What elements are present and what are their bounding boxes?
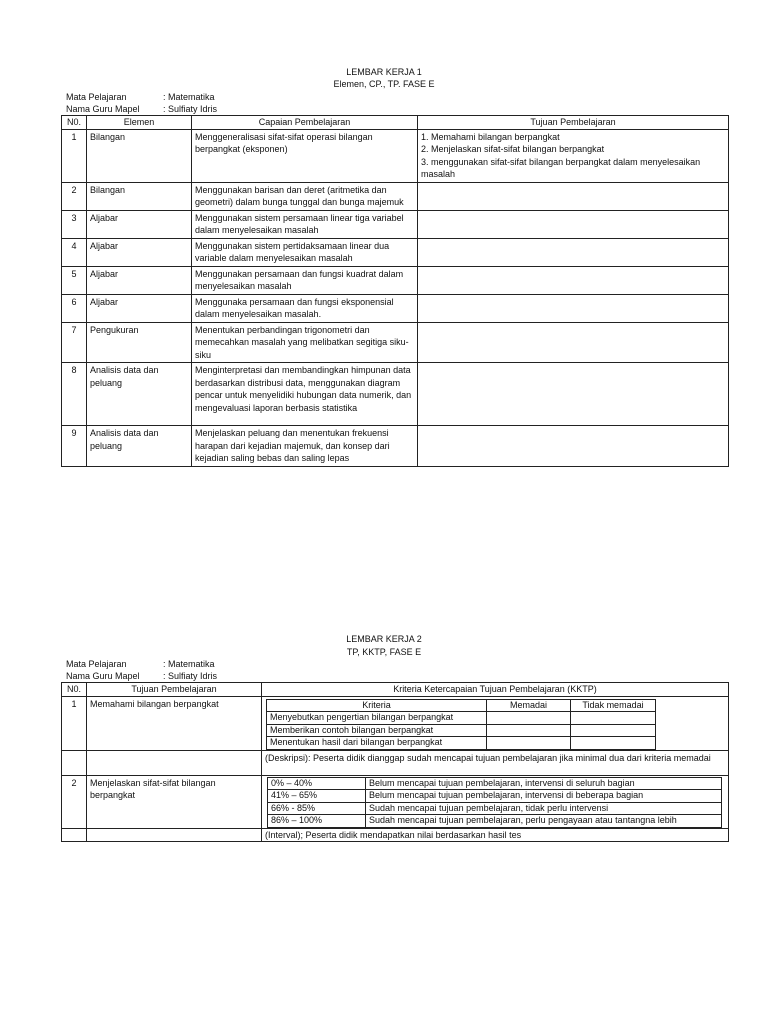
row-tp [418, 210, 729, 238]
row-cp: Menginterpretasi dan membandingkan himpunan data berdasarkan distribusi data, menggunakan diagram pencar untuk menyelidiki hubungan data numerik, dan mengevaluasi laporan berbasis statistika [192, 363, 418, 426]
row-elemen: Analisis data dan peluang [87, 426, 192, 467]
interval-desc: Belum mencapai tujuan pembelajaran, intervensi di seluruh bagian [366, 777, 722, 790]
row-cp: Menggunakan barisan dan deret (aritmetika dan geometri) dalam bunga tunggal dan bunga majemuk [192, 182, 418, 210]
row-cp: Menggunaka persamaan dan fungsi eksponensial dalam menyelesaikan masalah. [192, 294, 418, 322]
sheet1-title: LEMBAR KERJA 1 [346, 67, 422, 77]
sheet2-header-row [62, 683, 729, 697]
row-elemen: Analisis data dan peluang [87, 363, 192, 426]
interval-range: 86% – 100% [268, 815, 366, 828]
tidak-memadai-check[interactable] [571, 724, 656, 737]
row-tp [418, 182, 729, 210]
interval-desc: Sudah mencapai tujuan pembelajaran, tidak perlu intervensi [366, 802, 722, 815]
row-elemen: Aljabar [87, 238, 192, 266]
interval-desc: Sudah mencapai tujuan pembelajaran, perlu pengayaan atau tantangna lebih [366, 815, 722, 828]
row-no: 2 [62, 775, 87, 828]
interval-row [268, 790, 722, 803]
tp-item: 3. menggunakan sifat-sifat bilangan berpangkat dalam menyelesaikan masalah [421, 156, 701, 179]
row-elemen: Bilangan [87, 129, 192, 182]
row-cp: Menjelaskan peluang dan menentukan frekuensi harapan dari kejadian majemuk, dan konsep dari kejadian saling bebas dan saling lepas [192, 426, 418, 467]
table-row [62, 322, 729, 363]
guru-value: : Sulfiaty Idris [163, 671, 218, 681]
row-elemen: Aljabar [87, 266, 192, 294]
row-no: 3 [62, 210, 87, 238]
sheet2-subtitle: TP, KKTP, FASE E [346, 647, 422, 657]
memadai-check[interactable] [487, 724, 571, 737]
row-no: 8 [62, 363, 87, 426]
header-cp: Capaian Pembelajaran [192, 116, 418, 130]
mapel-label: Mata Pelajaran [66, 659, 127, 669]
interval-desc: Belum mencapai tujuan pembelajaran, intervensi di beberapa bagian [366, 790, 722, 803]
table-row [62, 426, 729, 467]
criteria-row [267, 712, 656, 725]
row-tp: Memahami bilangan berpangkat [87, 696, 262, 750]
sheet1-subtitle: Elemen, CP., TP. FASE E [333, 79, 435, 89]
table-row [62, 129, 729, 182]
row-no: 9 [62, 426, 87, 467]
row-tp [418, 238, 729, 266]
row-tp [418, 322, 729, 363]
table-row [62, 266, 729, 294]
table-row [62, 750, 729, 775]
header-tp: Tujuan Pembelajaran [87, 683, 262, 697]
sheet2-title: LEMBAR KERJA 2 [346, 634, 422, 644]
row-no: 7 [62, 322, 87, 363]
row-no [62, 828, 87, 842]
criteria-cell [262, 696, 729, 750]
row-no: 5 [62, 266, 87, 294]
interval-row [268, 802, 722, 815]
sheet1-mapel [66, 91, 215, 103]
criteria-header-row [267, 699, 656, 712]
row-no: 2 [62, 182, 87, 210]
criteria-label: Menyebutkan pengertian bilangan berpangkat [267, 712, 487, 725]
row-no: 6 [62, 294, 87, 322]
criteria-label: Menentukan hasil dari bilangan berpangkat [267, 737, 487, 750]
sheet2-table [61, 682, 729, 842]
criteria-table [266, 699, 656, 750]
sheet1-table [61, 115, 729, 467]
row-tp [418, 426, 729, 467]
mapel-value: : Matematika [163, 659, 215, 669]
table-row [62, 363, 729, 426]
sheet2-mapel [66, 658, 215, 670]
interval-cell [262, 775, 729, 828]
row-tp [418, 294, 729, 322]
guru-label: Nama Guru Mapel [66, 671, 140, 681]
tidak-memadai-check[interactable] [571, 712, 656, 725]
table-row [62, 696, 729, 750]
interval-row [268, 777, 722, 790]
interval-range: 0% – 40% [268, 777, 366, 790]
table-row [62, 828, 729, 842]
table-row [62, 238, 729, 266]
row-cp: Menggunakan sistem persamaan linear tiga variabel dalam menyelesaikan masalah [192, 210, 418, 238]
tidak-memadai-check[interactable] [571, 737, 656, 750]
tp-item: 1. Memahami bilangan berpangkat [421, 131, 560, 142]
table-row [62, 775, 729, 828]
memadai-check[interactable] [487, 737, 571, 750]
memadai-check[interactable] [487, 712, 571, 725]
table-row [62, 182, 729, 210]
criteria-row [267, 724, 656, 737]
interval-range: 41% – 65% [268, 790, 366, 803]
tp-item: 2. Menjelaskan sifat-sifat bilangan berpangkat [421, 144, 605, 154]
row-no [62, 750, 87, 775]
row-elemen: Pengukuran [87, 322, 192, 363]
header-tp: Tujuan Pembelajaran [418, 116, 729, 130]
row-cp: Menggeneralisasi sifat-sifat operasi bilangan berpangkat (eksponen) [192, 129, 418, 182]
memadai-header: Memadai [487, 699, 571, 712]
mapel-label: Mata Pelajaran [66, 92, 127, 102]
criteria-label: Memberikan contoh bilangan berpangkat [267, 724, 487, 737]
row-tp [418, 363, 729, 426]
row-elemen: Bilangan [87, 182, 192, 210]
guru-value: : Sulfiaty Idris [163, 104, 218, 114]
row-tp [87, 828, 262, 842]
interval-row [268, 815, 722, 828]
criteria-row [267, 737, 656, 750]
guru-label: Nama Guru Mapel [66, 104, 140, 114]
table-row [62, 210, 729, 238]
row-tp: Menjelaskan sifat-sifat bilangan berpangkat [87, 775, 262, 828]
header-elemen: Elemen [87, 116, 192, 130]
row-cp: Menentukan perbandingan trigonometri dan memecahkan masalah yang melibatkan segitiga siku-siku [192, 322, 418, 363]
table-row [62, 294, 729, 322]
header-kktp: Kriteria Ketercapaian Tujuan Pembelajaran (KKTP) [262, 683, 729, 697]
interval-table [267, 777, 722, 828]
sheet2-guru [66, 670, 217, 682]
row-cp: Menggunakan persamaan dan fungsi kuadrat dalam menyelesaikan masalah [192, 266, 418, 294]
row-no: 1 [62, 696, 87, 750]
deskripsi-text: (Deskripsi): Peserta didik dianggap sudah mencapai tujuan pembelajaran jika minimal dua dari kriteria memadai [262, 750, 729, 775]
row-elemen: Aljabar [87, 210, 192, 238]
header-no: N0. [62, 116, 87, 130]
row-cp: Menggunakan sistem pertidaksamaan linear dua variable dalam menyelesaikan masalah [192, 238, 418, 266]
row-no: 1 [62, 129, 87, 182]
row-tp [87, 750, 262, 775]
interval-note: (Interval); Peserta didik mendapatkan nilai berdasarkan hasil tes [262, 828, 729, 842]
row-no: 4 [62, 238, 87, 266]
row-elemen: Aljabar [87, 294, 192, 322]
interval-range: 66% - 85% [268, 802, 366, 815]
sheet1-guru [66, 103, 217, 115]
criteria-header: Kriteria [267, 699, 487, 712]
row-tp [418, 129, 729, 182]
row-tp [418, 266, 729, 294]
tidak-memadai-header: Tidak memadai [571, 699, 656, 712]
header-no: N0. [62, 683, 87, 697]
mapel-value: : Matematika [163, 92, 215, 102]
sheet1-header-row [62, 116, 729, 130]
